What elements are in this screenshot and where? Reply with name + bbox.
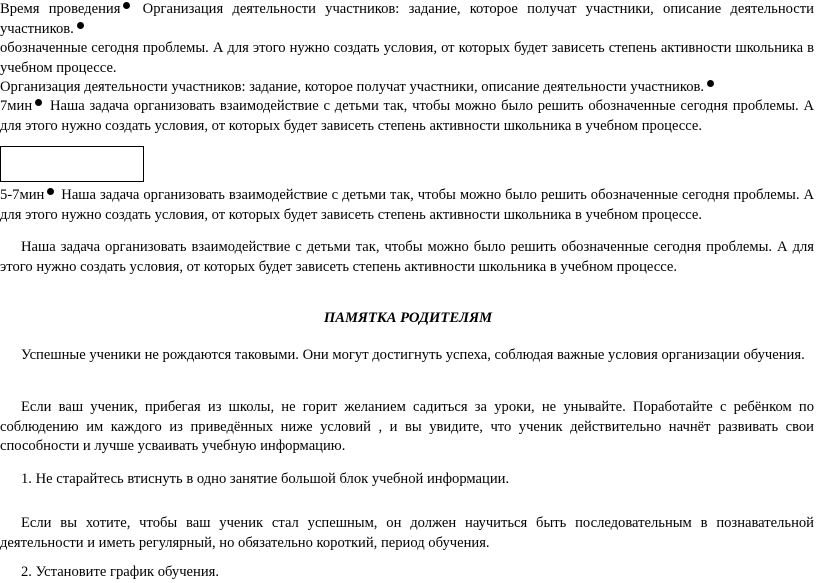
text: Наша задача организовать взаимодействие с детьми так, чтобы можно было решить обозначенные сегодня проблемы. А для этого нужно создать условия, от которых будет зависеть степень активности школьника в учебном процессе. [0,98,814,134]
duration-label: 7мин [0,98,33,114]
text: Организация деятельности участников: задание, которое получат участники, описание деятельности участников. [0,1,814,37]
text: Наша задача организовать взаимодействие с детьми так, чтобы можно было решить обозначенные сегодня проблемы. А для этого нужно создать условия, от которых будет зависеть степень активности школьника в учебном процессе. [0,239,814,275]
memo-paragraph: 1. Не старайтесь втиснуть в одно занятие большой блок учебной информации. [21,471,510,487]
empty-box [0,146,144,182]
memo-paragraph: Если ваш ученик, прибегая из школы, не горит желанием садиться за уроки, не унывайте. Поработайте с ребёнком по соблюдению им каждого из приведённых ниже условий , и вы увидите, что ученик действительно начнёт развивать свои способности и лучше усваивать учебную информацию. [0,399,814,455]
bullet-icon [35,99,42,106]
text: Организация деятельности участников: задание, которое получат участники, описание деятельности участников. [0,79,705,95]
paragraph-5-7min [0,186,814,225]
paragraph-time [0,0,814,39]
bullet-icon [77,22,84,29]
bullet-icon [123,2,130,9]
time-label: Время проведения [0,1,121,17]
paragraph [0,39,814,78]
bullet-icon [47,188,54,195]
memo-paragraph: Успешные ученики не рождаются таковыми. Они могут достигнуть успеха, соблюдая важные условия организации обучения. [21,347,805,363]
paragraph [0,238,814,277]
duration-label: 5-7мин [0,187,45,203]
text: Наша задача организовать взаимодействие с детьми так, чтобы можно было решить обозначенные сегодня проблемы. А для этого нужно создать условия, от которых будет зависеть степень активности школьника в учебном процессе. [0,187,814,223]
paragraph-7min [0,97,814,136]
paragraph [0,78,814,98]
memo-title: ПАМЯТКА РОДИТЕЛЯМ [323,310,493,326]
memo-paragraph: Если вы хотите, чтобы ваш ученик стал успешным, он должен научиться быть последовательным в познавательной деятельности и иметь регулярный, но обязательно короткий, период обучения. [0,515,814,551]
bullet-icon [707,80,714,87]
text: обозначенные сегодня проблемы. А для этого нужно создать условия, от которых будет зависеть степень активности школьника в учебном процессе. [0,40,814,76]
memo-paragraph: 2. Установите график обучения. [21,564,220,580]
